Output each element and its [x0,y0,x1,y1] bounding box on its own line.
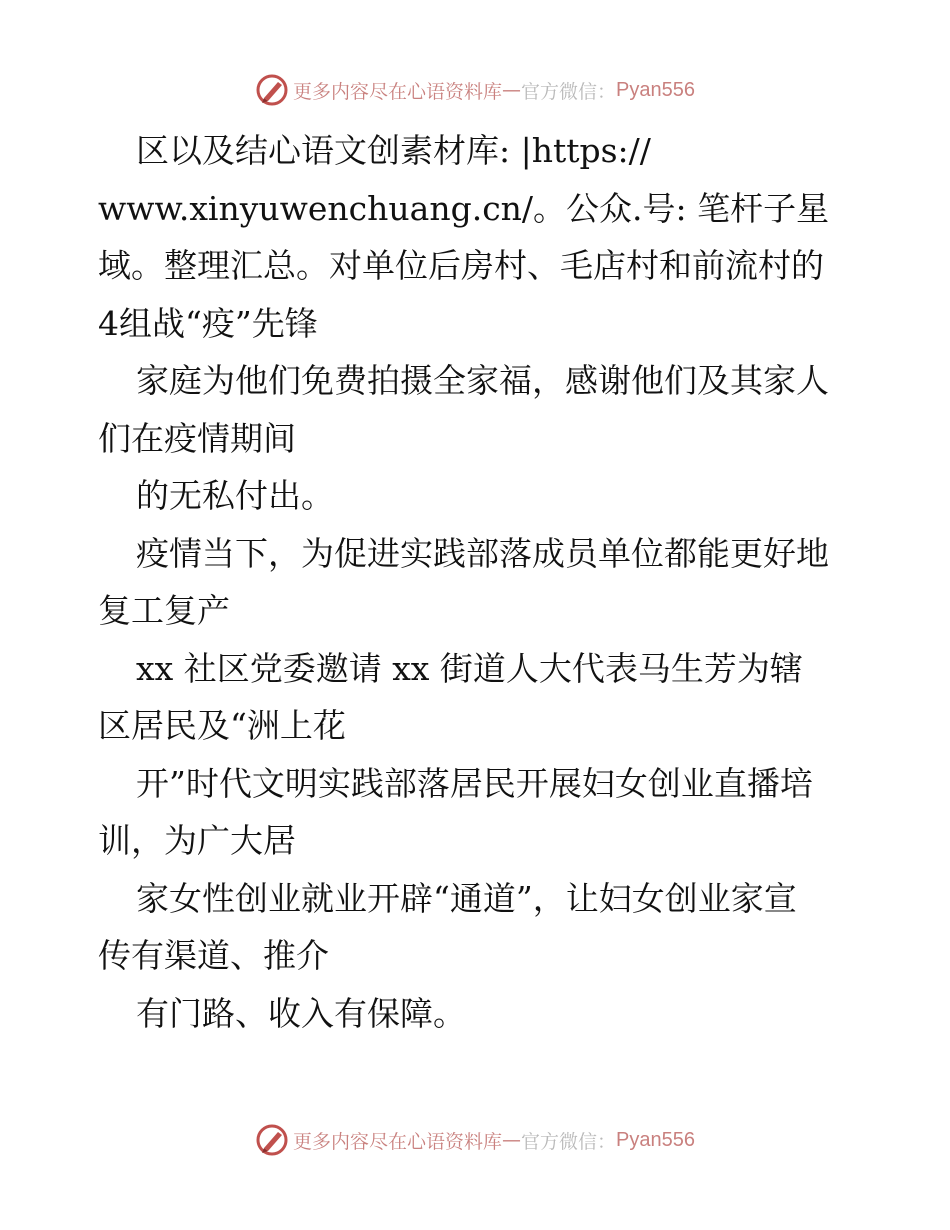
body-line-text: 有门路、收入有保障。 [136,993,466,1033]
body-line [98,525,858,583]
body-line [98,870,858,928]
body-line-text: 4组战“疫”先锋 [98,303,318,343]
watermark-brand-text: 更多内容尽在心语资料库 [293,80,503,103]
footer-watermark [0,1118,950,1162]
body-line [98,640,858,698]
body-line [98,180,858,238]
body-line-text: 区以及结心语文创素材库: |https:// [136,131,651,170]
body-line [98,697,858,755]
body-line [98,295,858,353]
watermark-wechat-label: 官方微信： [521,1130,617,1153]
watermark-wechat-id: Pyan556 [616,1128,695,1151]
watermark-wechat-id: Pyan556 [616,78,695,101]
body-line-text: xx 社区党委邀请 xx 街道人大代表马生芳为辖 [136,648,803,688]
body-line-text: www.xinyuwenchuang.cn/。公众.号: 笔杆子星 [98,188,830,228]
body-line-text: 训，为广大居 [98,821,296,860]
body-line-text: 的无私付出。 [136,476,334,515]
body-line-text: 家庭为他们免费拍摄全家福，感谢他们及其家人 [136,361,829,400]
watermark-wechat-label: 官方微信： [521,80,617,103]
pen-logo-icon [255,1123,289,1157]
body-line-text: 疫情当下，为促进实践部落成员单位都能更好地 [136,533,829,573]
body-line [98,812,858,870]
body-line-text: 复工复产 [98,591,230,630]
body-line [98,927,858,985]
body-line-text: 们在疫情期间 [98,418,296,458]
body-line-text: 域。整理汇总。对单位后房村、毛店村和前流村的 [98,246,824,285]
body-line [98,122,858,180]
body-line [98,237,858,295]
document-body [98,122,858,1042]
watermark-brand-text: 更多内容尽在心语资料库 [293,1130,503,1153]
body-line [98,352,858,410]
body-line [98,410,858,468]
body-line [98,985,858,1043]
body-line-text: 开”时代文明实践部落居民开展妇女创业直播培 [136,763,813,803]
header-watermark [0,68,950,112]
body-line [98,755,858,813]
pen-logo-icon [255,73,289,107]
body-line-text: 区居民及“洲上花 [98,706,346,745]
watermark-dash: — [502,1129,522,1151]
body-line [98,467,858,525]
body-line-text: 家女性创业就业开辟“通道”，让妇女创业家宣 [136,878,797,918]
body-line-text: 传有渠道、推介 [98,936,329,975]
watermark-dash: — [502,79,522,101]
body-line [98,582,858,640]
